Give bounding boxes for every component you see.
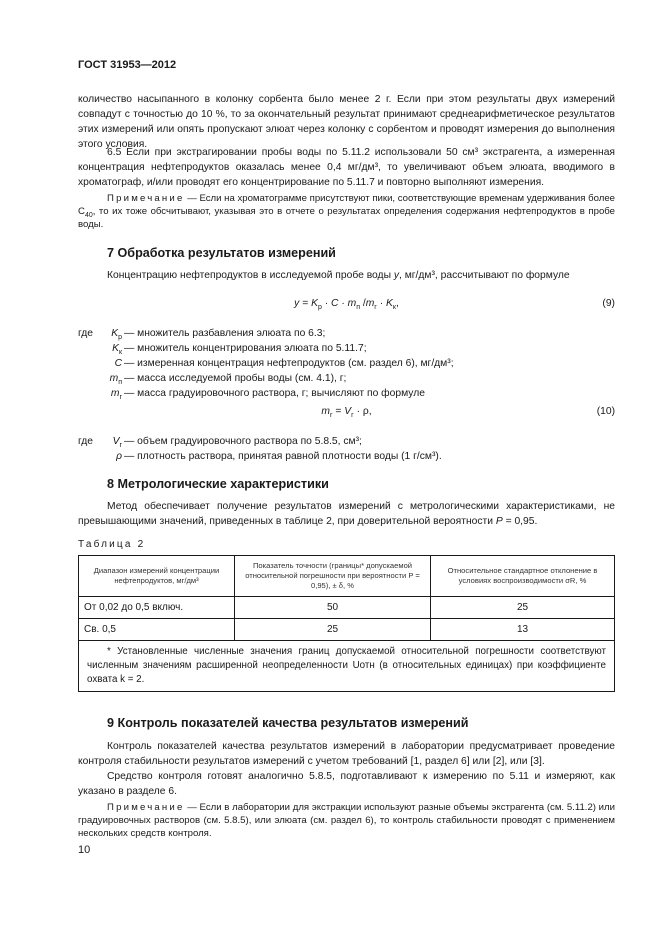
- table-cell: 13: [431, 619, 615, 641]
- table-cell: 25: [235, 619, 431, 641]
- definition-variable: $m_п$: [109, 373, 122, 387]
- equation-number: (9): [602, 298, 615, 309]
- definition-item: [100, 341, 615, 356]
- definition-text: — множитель концентрирования элюата по 5.11.7;: [124, 343, 367, 354]
- definition-variable: $m_г$: [110, 388, 122, 402]
- section-9-paragraph-1: Контроль показателей качества результатов измерений в лаборатории предусматривает проведение контроля стабильности результатов измерений с учетом требований [1, раздел 6] или [2], или [3].: [78, 741, 615, 767]
- definition-item: [100, 449, 615, 464]
- running-header: ГОСТ 31953—2012: [78, 59, 177, 71]
- definition-item: [100, 356, 615, 371]
- table-cell: 50: [235, 597, 431, 619]
- table-cell: От 0,02 до 0,5 включ.: [79, 597, 235, 619]
- note-label: Примечание: [107, 802, 185, 813]
- section-9-title: 9 Контроль показателей качества результатов измерений: [107, 716, 469, 730]
- table-header-row: [79, 556, 615, 597]
- definition-item: [100, 434, 615, 449]
- definition-text: — множитель разбавления элюата по 6.3;: [124, 328, 326, 339]
- note-label: Примечание: [107, 193, 185, 204]
- section-7-title: 7 Обработка результатов измерений: [107, 246, 336, 260]
- definitions-list: [100, 326, 615, 401]
- formula-mg: $m_г = V_г \cdot \rho$,: [321, 406, 372, 420]
- definition-item: [100, 371, 615, 386]
- paragraph-6-5: 6.5 Если при экстрагировании пробы воды по 5.11.2 использовали 50 см³ экстрагента, а измеренная концентрация нефтепродуктов оказалась менее 0,4 мг/дм³, то увеличивают объем элюата, вводимого в хроматограф, и/или проводят его концентрирование по 5.11.7 и повторно выполняют измерения.: [78, 147, 615, 188]
- paragraph-continuation: количество насыпанного в колонку сорбента было менее 2 г. Если при этом результаты двух измерений совпадут с точностью до 10 %, то за окончательный результат принимают среднеарифметическое результатов этих измерений или опять пропускают элюат через колонку с сорбентом и проводят измерения до выполнения этого условия.: [78, 94, 615, 150]
- page-number: 10: [78, 844, 91, 856]
- definition-variable: $V_г$: [112, 436, 122, 450]
- section-8-title: 8 Метрологические характеристики: [107, 477, 329, 491]
- definitions-list-2: [100, 434, 615, 464]
- definition-variable: ρ: [116, 451, 122, 462]
- table-row: [79, 597, 615, 619]
- definition-variable: $K_к$: [112, 343, 122, 357]
- definition-item: [100, 386, 615, 401]
- table-cell: Св. 0,5: [79, 619, 235, 641]
- section-7-intro: Концентрацию нефтепродуктов в исследуемой пробе воды y, мг/дм³, рассчитывают по формуле: [107, 270, 570, 281]
- equation-number: (10): [596, 406, 615, 417]
- table-caption: Таблица 2: [78, 539, 146, 550]
- table-header-cell: Относительное стандартное отклонение в условиях воспроизводимости σR, %: [431, 556, 615, 597]
- definition-text: — измеренная концентрация нефтепродуктов (см. раздел 6), мг/дм³;: [124, 358, 454, 369]
- where-label: где: [78, 436, 94, 447]
- section-9-paragraph-2: Средство контроля готовят аналогично 5.8.5, подготавливают к измерению по 5.11 и измеряют, как указано в разделе 6.: [78, 771, 615, 797]
- note-chromatogram: Примечание — Если на хроматограмме присутствуют пики, соответствующие временам удерживания более $C_{40}$, то их тоже обсчитывают, указывая это в отчете о результатах определения содержания нефтепродуктов в пробе воды.: [78, 193, 615, 230]
- table-header-cell: Диапазон измерений концентрации нефтепродуктов, мг/дм³: [79, 556, 235, 597]
- section-8-text: Метод обеспечивает получение результатов измерений с метрологическими характеристиками, не превышающими значений, приведенных в таблице 2, при доверительной вероятности P = 0,95.: [78, 501, 615, 527]
- definition-text: — плотность раствора, принятая равной плотности воды (1 г/см³).: [124, 451, 442, 462]
- metrology-table: [78, 555, 615, 692]
- table-row: [79, 619, 615, 641]
- note-control: Примечание — Если в лаборатории для экстракции используют разные объемы экстрагента (см. 5.11.2) или градуировочных растворов (см. 5.8.5), или элюата (см. раздел 6), то контроль стабильности проводят с применением нескольких средств контроля.: [78, 802, 615, 839]
- table-cell: 25: [431, 597, 615, 619]
- where-label: где: [78, 328, 94, 339]
- table-footnote: * Установленные численные значения границ допускаемой относительной погрешности соответствуют численным значениям расширенной неопределенности Uотн (в относительных единицах) при коэффициенте охвата k = 2.: [79, 641, 615, 692]
- formula-y: $y = K_р \cdot C \cdot m_п$ $/m_г \cdot K_к$,: [294, 298, 399, 312]
- table-header-cell: Показатель точности (границы* допускаемой относительной погрешности при вероятности P = 0,95), ± δ, %: [235, 556, 431, 597]
- definition-text: — объем градуировочного раствора по 5.8.5, см³;: [124, 436, 362, 447]
- definition-variable: $K_р$: [111, 328, 122, 342]
- definition-text: — масса градуировочного раствора, г; вычисляют по формуле: [124, 388, 425, 399]
- definition-text: — масса исследуемой пробы воды (см. 4.1), г;: [124, 373, 347, 384]
- definition-variable: C: [114, 358, 122, 369]
- table-footnote-row: [79, 641, 615, 692]
- definition-item: [100, 326, 615, 341]
